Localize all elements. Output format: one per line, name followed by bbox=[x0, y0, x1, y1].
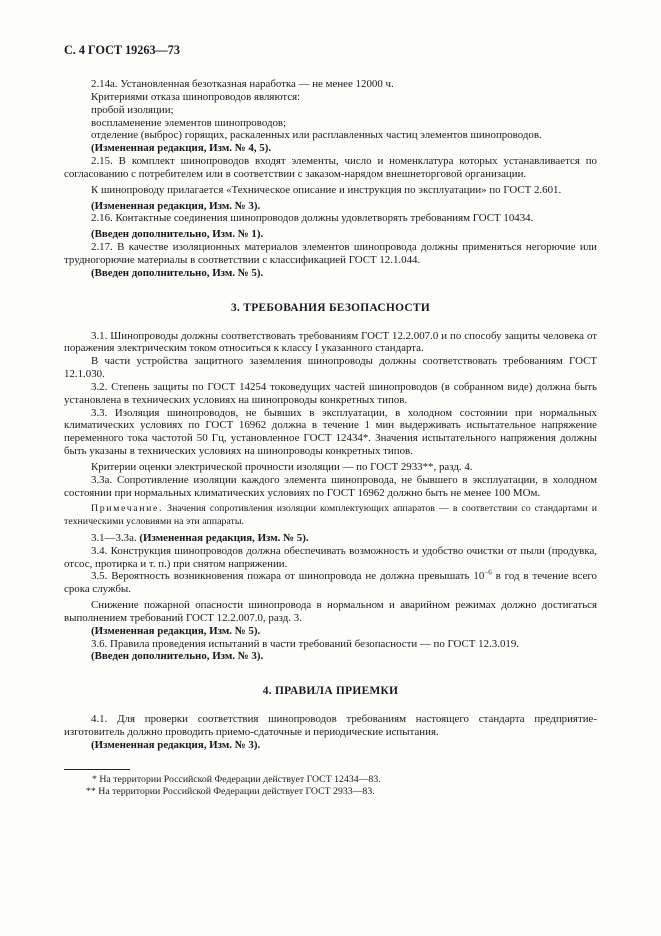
section-title-safety: 3. ТРЕБОВАНИЯ БЕЗОПАСНОСТИ bbox=[231, 301, 430, 314]
clause-3-2: 3.2. Степень защиты по ГОСТ 14254 токоведущих частей шинопроводов (в собранном виде) должна быть установлена в технических условиях на шинопроводы конкретных типов. bbox=[64, 380, 597, 406]
edition-note: (Введен дополнительно, Изм. № 3). bbox=[91, 650, 264, 663]
page-header: С. 4 ГОСТ 19263—73 bbox=[64, 43, 180, 57]
note bbox=[64, 503, 597, 527]
edition-note: (Измененная редакция, Изм. № 3). bbox=[91, 738, 261, 751]
failure-criterion-1: пробой изоляции; bbox=[91, 103, 174, 116]
edition-note-3-1-3-3a bbox=[64, 532, 597, 545]
clause-2-16: 2.16. Контактные соединения шинопроводов должны удовлетворять требованиям ГОСТ 10434. bbox=[91, 212, 534, 225]
clause-2-14a: 2.14а. Установленная безотказная наработка — не менее 12000 ч. bbox=[91, 78, 394, 90]
clause-3-4: 3.4. Конструкция шинопроводов должна обеспечивать возможность и удобство очистки от пыли (продувка, отсос, протирка и т. п.) при снятом напряжении. bbox=[64, 544, 597, 570]
footnote-2: ** На территории Российской Федерации действует ГОСТ 2933—83. bbox=[86, 786, 375, 798]
clause-3-1-grounding: В части устройства защитного заземления шинопроводы должны соответствовать требованиям ГОСТ 12.1.030. bbox=[64, 355, 597, 381]
edition-note: (Введен дополнительно, Изм. № 5). bbox=[91, 266, 264, 279]
clause-2-15-manual: К шинопроводу прилагается «Техническое описание и инструкция по эксплуатации» по ГОСТ 2.601. bbox=[91, 183, 562, 196]
clause-3-5 bbox=[64, 570, 597, 596]
failure-criterion-3: отделение (выброс) горящих, раскаленных или расплавленных частиц элементов шинопроводов. bbox=[91, 129, 542, 142]
edition-range: 3.1—3.3а. bbox=[91, 531, 137, 544]
note-label: Примечание. bbox=[91, 503, 164, 515]
edition-note: (Измененная редакция, Изм. № 5). bbox=[91, 624, 261, 637]
exponent: −6 bbox=[484, 568, 492, 577]
section-title-acceptance: 4. ПРАВИЛА ПРИЕМКИ bbox=[262, 685, 399, 698]
failure-criteria-intro: Критериями отказа шинопроводов являются: bbox=[91, 90, 301, 103]
clause-2-17: 2.17. В качестве изоляционных материалов элементов шинопровода должны применяться негорючие или трудногорючие материалы в соответствии с классификацией ГОСТ 12.1.044. bbox=[64, 241, 597, 266]
clause-3-3: 3.3. Изоляция шинопроводов, не бывших в эксплуатации, в холодном состоянии при нормальных климатических условиях по ГОСТ 16962 должна в течение 1 мин выдерживать испытательное напряжение переменного тока частотой 50 Гц, установленное ГОСТ 12434*. Значения испытательного напряжения должны быть указаны в технических условиях на шинопроводы конкретных типов. bbox=[64, 406, 597, 458]
document-body bbox=[64, 78, 597, 799]
clause-3-3a: 3.3а. Сопротивление изоляции каждого элемента шинопровода, не бывшего в эксплуатации, в холодном состоянии при нормальных климатических условиях по ГОСТ 16962 должно быть не менее 100 МОм. bbox=[64, 473, 597, 499]
clause-3-5-fire-risk: Снижение пожарной опасности шинопровода в нормальном и аварийном режимах должно достигаться выполнением требований ГОСТ 12.2.007.0, разд. 3. bbox=[64, 599, 597, 624]
clause-4-1: 4.1. Для проверки соответствия шинопроводов требованиям настоящего стандарта предприятие-изготовитель должно проводить приемо-сдаточные и периодические испытания. bbox=[64, 713, 597, 738]
edition-note: (Введен дополнительно, Изм. № 1). bbox=[91, 228, 264, 241]
note-text: Значения сопротивления изоляции комплектующих аппаратов — в соответствии со стандартами и техническими условиями на эти аппараты. bbox=[64, 503, 598, 527]
clause-3-3-criteria: Критерии оценки электрической прочности изоляции — по ГОСТ 2933**, разд. 4. bbox=[91, 460, 473, 473]
footnote-separator bbox=[64, 769, 130, 770]
clause-3-5-text: 3.5. Вероятность возникновения пожара от шинопровода не должна превышать 10 bbox=[91, 570, 485, 583]
failure-criterion-2: воспламенение элементов шинопроводов; bbox=[91, 116, 287, 129]
edition-note: (Измененная редакция, Изм. № 4, 5). bbox=[91, 142, 272, 155]
clause-2-15: 2.15. В комплект шинопроводов входят элементы, число и номенклатура которых устанавливается по согласованию с потребителем или в соответствии с заказом-нарядом внешнеторговой организации. bbox=[64, 155, 597, 180]
footnote-1: * На территории Российской Федерации действует ГОСТ 12434—83. bbox=[92, 773, 381, 785]
edition-note: (Измененная редакция, Изм. № 3). bbox=[91, 199, 261, 212]
edition-note: (Измененная редакция, Изм. № 5). bbox=[139, 531, 309, 544]
clause-3-5-text-end: в год в течение всего срока службы. bbox=[64, 570, 597, 596]
clause-3-6: 3.6. Правила проведения испытаний в части требований безопасности — по ГОСТ 12.3.019. bbox=[91, 637, 520, 650]
clause-3-1: 3.1. Шинопроводы должны соответствовать требованиям ГОСТ 12.2.007.0 и по способу защиты человека от поражения электрическим током относиться к классу I указанного стандарта. bbox=[64, 329, 597, 355]
